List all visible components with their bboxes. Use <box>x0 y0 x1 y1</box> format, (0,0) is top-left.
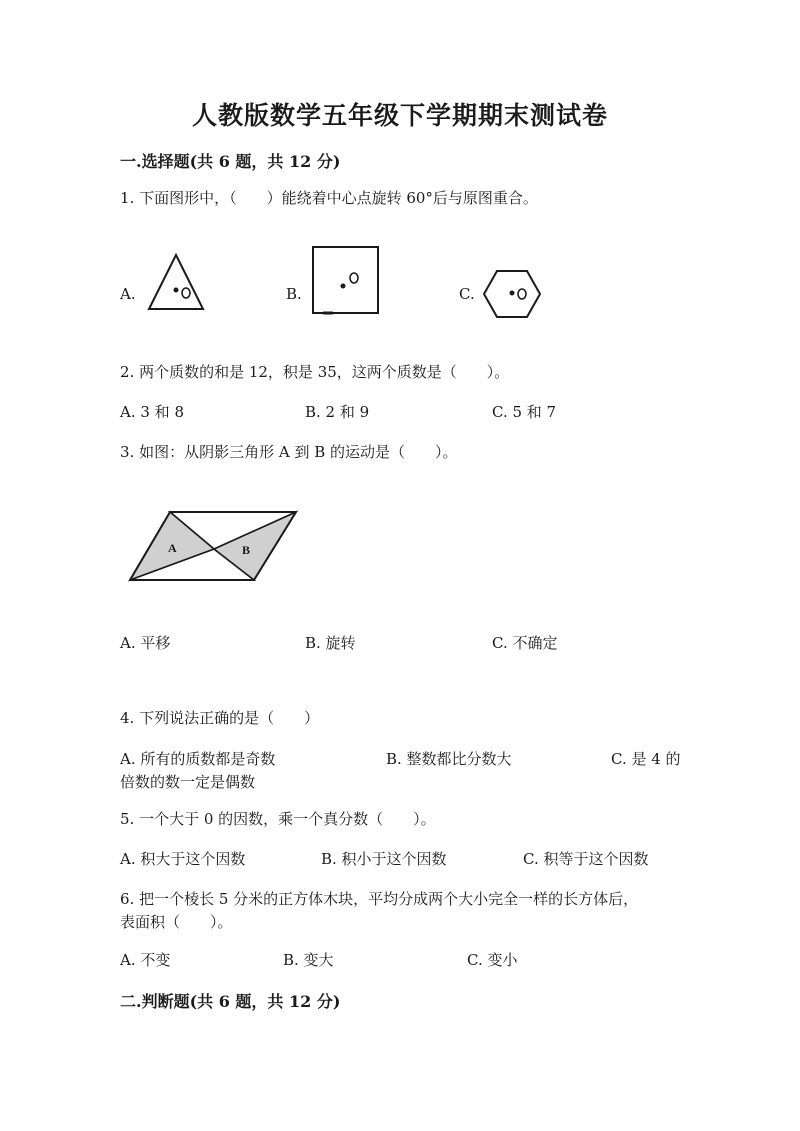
question-6-option-b[interactable]: B. 变大 <box>283 951 334 969</box>
triangle-figure <box>146 253 206 313</box>
question-1-text: 1. 下面图形中，（ ）能绕着中心点旋转 60°后与原图重合。 <box>120 189 538 207</box>
hexagon-figure <box>482 269 542 319</box>
question-2-option-c[interactable]: C. 5 和 7 <box>492 403 557 421</box>
question-4-option-b[interactable]: B. 整数都比分数大 <box>386 750 512 768</box>
question-5-text: 5. 一个大于 0 的因数，乘一个真分数（ ）。 <box>120 810 436 828</box>
question-2-option-b[interactable]: B. 2 和 9 <box>305 403 370 421</box>
question-4-option-a[interactable]: A. 所有的质数都是奇数 <box>120 750 276 768</box>
parallelogram-figure <box>126 509 301 584</box>
question-1-option-b[interactable]: B. <box>286 285 302 303</box>
question-5-option-a[interactable]: A. 积大于这个因数 <box>120 850 246 868</box>
question-5-option-c[interactable]: C. 积等于这个因数 <box>523 850 649 868</box>
figure-label-b: B <box>242 543 251 557</box>
question-1-option-a[interactable]: A. <box>120 285 136 303</box>
question-6-text-continued: 表面积（ ）。 <box>120 913 233 931</box>
page-title: 人教版数学五年级下学期期末测试卷 <box>191 101 608 130</box>
question-4-option-c-continued: 倍数的数一定是偶数 <box>120 773 256 791</box>
question-6-text: 6. 把一个棱长 5 分米的正方体木块，平均分成两个大小完全一样的长方体后， <box>120 890 639 908</box>
question-3-option-b[interactable]: B. 旋转 <box>305 634 356 652</box>
question-3-option-a[interactable]: A. 平移 <box>120 634 171 652</box>
section-heading-judgement: 二.判断题(共 6 题，共 12 分) <box>120 992 341 1011</box>
section-heading-choice: 一.选择题(共 6 题，共 12 分) <box>120 152 341 171</box>
question-2-text: 2. 两个质数的和是 12，积是 35，这两个质数是（ ）。 <box>120 363 510 381</box>
figure-label-a: A <box>168 541 177 555</box>
question-2-option-a[interactable]: A. 3 和 8 <box>120 403 184 421</box>
question-1-option-c[interactable]: C. <box>459 285 475 303</box>
question-3-text: 3. 如图：从阴影三角形 A 到 B 的运动是（ ）。 <box>120 443 458 461</box>
question-5-option-b[interactable]: B. 积小于这个因数 <box>321 850 447 868</box>
question-4-text: 4. 下列说法正确的是（ ） <box>120 709 320 727</box>
question-6-option-c[interactable]: C. 变小 <box>467 951 518 969</box>
question-4-option-c[interactable]: C. 是 4 的 <box>611 750 681 768</box>
question-6-option-a[interactable]: A. 不变 <box>120 951 171 969</box>
question-3-option-c[interactable]: C. 不确定 <box>492 634 558 652</box>
square-figure <box>311 245 381 317</box>
